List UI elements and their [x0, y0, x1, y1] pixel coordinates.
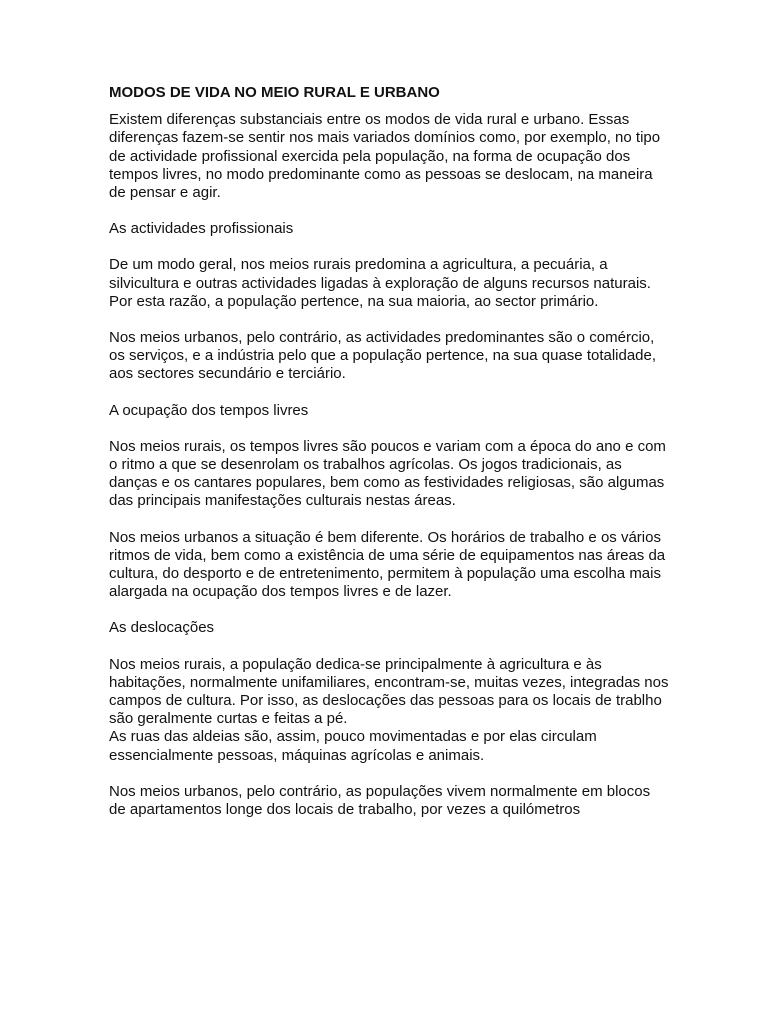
- document-title: MODOS DE VIDA NO MEIO RURAL E URBANO: [109, 84, 440, 101]
- urban-activities-paragraph: Nos meios urbanos, pelo contrário, as actividades predominantes são o comércio, os serviços, e a indústria pelo que a população pertence, na sua quase totalidade, aos sectores secundário e terciário.: [109, 329, 657, 383]
- intro-paragraph: Existem diferenças substanciais entre os modos de vida rural e urbano. Essas diferenças fazem-se sentir nos mais variados domínios como, por exemplo, no tipo de actividade profissional exercida pela população, na forma de ocupação dos tempos livres, no modo predominante como as pessoas se deslocam, na maneira de pensar e agir.: [109, 111, 661, 202]
- rural-free-time-paragraph: Nos meios rurais, os tempos livres são poucos e variam com a época do ano e com o ritmo a que se desenrolam os trabalhos agrícolas. Os jogos tradicionais, as danças e os cantares populares, bem como as festividades religiosas, são algumas das principais manifestações culturais nestas áreas.: [109, 437, 666, 510]
- urban-commuting-paragraph: Nos meios urbanos, pelo contrário, as populações vivem normalmente em blocos de apartamentos longe dos locais de trabalho, por vezes a quilómetros: [109, 782, 651, 819]
- rural-commuting-paragraph: Nos meios rurais, a população dedica-se principalmente à agricultura e às habitações, normalmente unifamiliares, encontram-se, muitas vezes, integradas nos campos de cultura. Por isso, as deslocações das pessoas para os locais de trablho são geralmente curtas e feitas a pé.: [109, 655, 669, 728]
- urban-free-time-paragraph: Nos meios urbanos a situação é bem diferente. Os horários de trabalho e os vários ritmos de vida, bem como a existência de uma série de equipamentos nas áreas da cultura, do desporto e de entretenimento, permitem à população uma escolha mais alargada na ocupação dos tempos livres e de lazer.: [109, 528, 666, 601]
- section-heading-commuting: As deslocações: [109, 619, 215, 637]
- section-heading-professional-activities: As actividades profissionais: [109, 220, 294, 238]
- rural-streets-paragraph: As ruas das aldeias são, assim, pouco movimentadas e por elas circulam essencialmente pessoas, máquinas agrícolas e animais.: [109, 728, 597, 764]
- section-heading-free-time: A ocupação dos tempos livres: [109, 401, 309, 419]
- document-page: [109, 84, 669, 819]
- rural-activities-paragraph: De um modo geral, nos meios rurais predomina a agricultura, a pecuária, a silvicultura e outras actividades ligadas à exploração de alguns recursos naturais. Por esta razão, a população pertence, na sua maioria, ao sector primário.: [109, 256, 651, 310]
